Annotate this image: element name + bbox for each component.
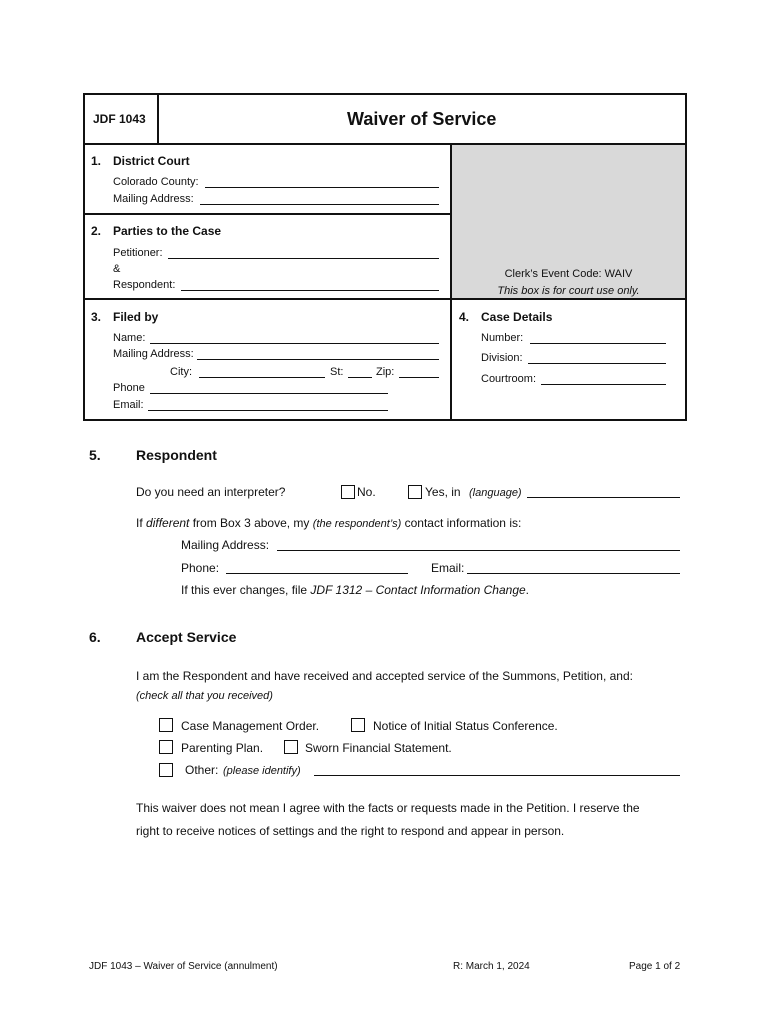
header-divider bbox=[157, 95, 159, 144]
changes-form-ref: JDF 1312 – Contact Information Change bbox=[310, 583, 526, 597]
respondent-mailing-field[interactable] bbox=[277, 550, 680, 551]
different-mid: from Box 3 above, my bbox=[192, 516, 310, 530]
page-title: Waiver of Service bbox=[347, 109, 497, 129]
case-number-label: Number: bbox=[481, 332, 524, 344]
grid-vertical-divider bbox=[450, 143, 452, 419]
petitioner-field[interactable] bbox=[168, 258, 439, 259]
filer-email-label: Email: bbox=[113, 399, 144, 411]
interpreter-question: Do you need an interpreter? bbox=[136, 485, 286, 499]
respondent-phone-label: Phone: bbox=[181, 561, 220, 575]
respondent-label: Respondent: bbox=[113, 279, 176, 291]
filer-phone-label: Phone bbox=[113, 382, 145, 394]
changes-pre: If this ever changes, file bbox=[181, 583, 308, 597]
section6-title: Accept Service bbox=[136, 629, 237, 645]
language-field[interactable] bbox=[527, 497, 680, 498]
county-field[interactable] bbox=[205, 187, 439, 188]
interpreter-no-label: No. bbox=[357, 485, 376, 499]
interpreter-no-checkbox[interactable] bbox=[341, 485, 355, 499]
court-use-note: This box is for court use only. bbox=[497, 285, 640, 297]
grid-divider-1 bbox=[83, 213, 452, 215]
waiver-line-1: This waiver does not mean I agree with the facts or requests made in the Petition. I reserve the bbox=[136, 801, 640, 815]
section5-title: Respondent bbox=[136, 447, 217, 463]
different-post: contact information is: bbox=[404, 516, 522, 530]
other-checkbox[interactable] bbox=[159, 763, 173, 777]
changes-post: . bbox=[525, 583, 530, 597]
courtroom-label: Courtroom: bbox=[481, 373, 537, 385]
section6-number: 6. bbox=[89, 629, 101, 645]
case-number-field[interactable] bbox=[530, 343, 666, 344]
language-hint: (language) bbox=[469, 487, 522, 499]
parenting-plan-checkbox[interactable] bbox=[159, 740, 173, 754]
nisc-label: Notice of Initial Status Conference. bbox=[373, 719, 558, 733]
filer-name-field[interactable] bbox=[150, 343, 439, 344]
filer-name-label: Name: bbox=[113, 332, 146, 344]
box3-title: Filed by bbox=[113, 310, 159, 324]
event-code: Clerk’s Event Code: WAIV bbox=[504, 268, 633, 280]
court-mailing-label: Mailing Address: bbox=[113, 193, 194, 205]
respondent-phone-field[interactable] bbox=[226, 573, 408, 574]
section5-number: 5. bbox=[89, 447, 101, 463]
box3-number: 3. bbox=[91, 310, 102, 324]
filer-phone-field[interactable] bbox=[150, 393, 388, 394]
division-label: Division: bbox=[481, 352, 523, 364]
filer-email-field[interactable] bbox=[148, 410, 388, 411]
waiver-line-2: right to receive notices of settings and the right to respond and appear in person. bbox=[136, 824, 565, 838]
zip-label: Zip: bbox=[376, 366, 395, 378]
courtroom-field[interactable] bbox=[541, 384, 666, 385]
ampersand: & bbox=[113, 263, 121, 275]
footer-page-number: Page 1 of 2 bbox=[629, 961, 681, 972]
other-field[interactable] bbox=[314, 775, 680, 776]
footer-form-name: JDF 1043 – Waiver of Service (annulment) bbox=[89, 961, 278, 972]
interpreter-yes-checkbox[interactable] bbox=[408, 485, 422, 499]
county-label: Colorado County: bbox=[113, 176, 199, 188]
division-field[interactable] bbox=[528, 363, 666, 364]
box2-number: 2. bbox=[91, 224, 102, 238]
different-emphasis: different bbox=[146, 516, 190, 530]
box4-title: Case Details bbox=[481, 310, 553, 324]
respondent-mailing-label: Mailing Address: bbox=[181, 538, 270, 552]
box2-title: Parties to the Case bbox=[113, 224, 222, 238]
city-field[interactable] bbox=[199, 377, 325, 378]
check-all-hint: (check all that you received) bbox=[136, 690, 273, 702]
footer-revision: R: March 1, 2024 bbox=[453, 961, 530, 972]
other-label: Other: bbox=[185, 763, 219, 777]
respondent-email-label: Email: bbox=[431, 561, 465, 575]
zip-field[interactable] bbox=[399, 377, 439, 378]
sfs-checkbox[interactable] bbox=[284, 740, 298, 754]
different-pre: If bbox=[136, 516, 143, 530]
interpreter-yes-label: Yes, in bbox=[425, 485, 461, 499]
city-label: City: bbox=[170, 366, 192, 378]
box1-number: 1. bbox=[91, 154, 102, 168]
box4-number: 4. bbox=[459, 310, 470, 324]
form-id: JDF 1043 bbox=[93, 112, 146, 126]
filer-mailing-field[interactable] bbox=[197, 359, 439, 360]
changes-note bbox=[181, 583, 529, 597]
parenting-plan-label: Parenting Plan. bbox=[181, 741, 264, 755]
state-label: St: bbox=[330, 366, 344, 378]
grid-divider-2 bbox=[83, 298, 685, 300]
box1-title: District Court bbox=[113, 154, 190, 168]
court-mailing-field[interactable] bbox=[200, 204, 439, 205]
respondent-hint: (the respondent’s) bbox=[312, 518, 402, 530]
cmo-checkbox[interactable] bbox=[159, 718, 173, 732]
accept-statement: I am the Respondent and have received and accepted service of the Summons, Petition, and: bbox=[136, 669, 633, 683]
nisc-checkbox[interactable] bbox=[351, 718, 365, 732]
respondent-email-field[interactable] bbox=[467, 573, 680, 574]
different-contact-line bbox=[136, 516, 521, 530]
respondent-field[interactable] bbox=[181, 290, 439, 291]
state-field[interactable] bbox=[348, 377, 372, 378]
filer-mailing-label: Mailing Address: bbox=[113, 348, 194, 360]
other-hint: (please identify) bbox=[223, 765, 301, 777]
sfs-label: Sworn Financial Statement. bbox=[305, 741, 452, 755]
cmo-label: Case Management Order. bbox=[181, 719, 320, 733]
petitioner-label: Petitioner: bbox=[113, 247, 163, 259]
